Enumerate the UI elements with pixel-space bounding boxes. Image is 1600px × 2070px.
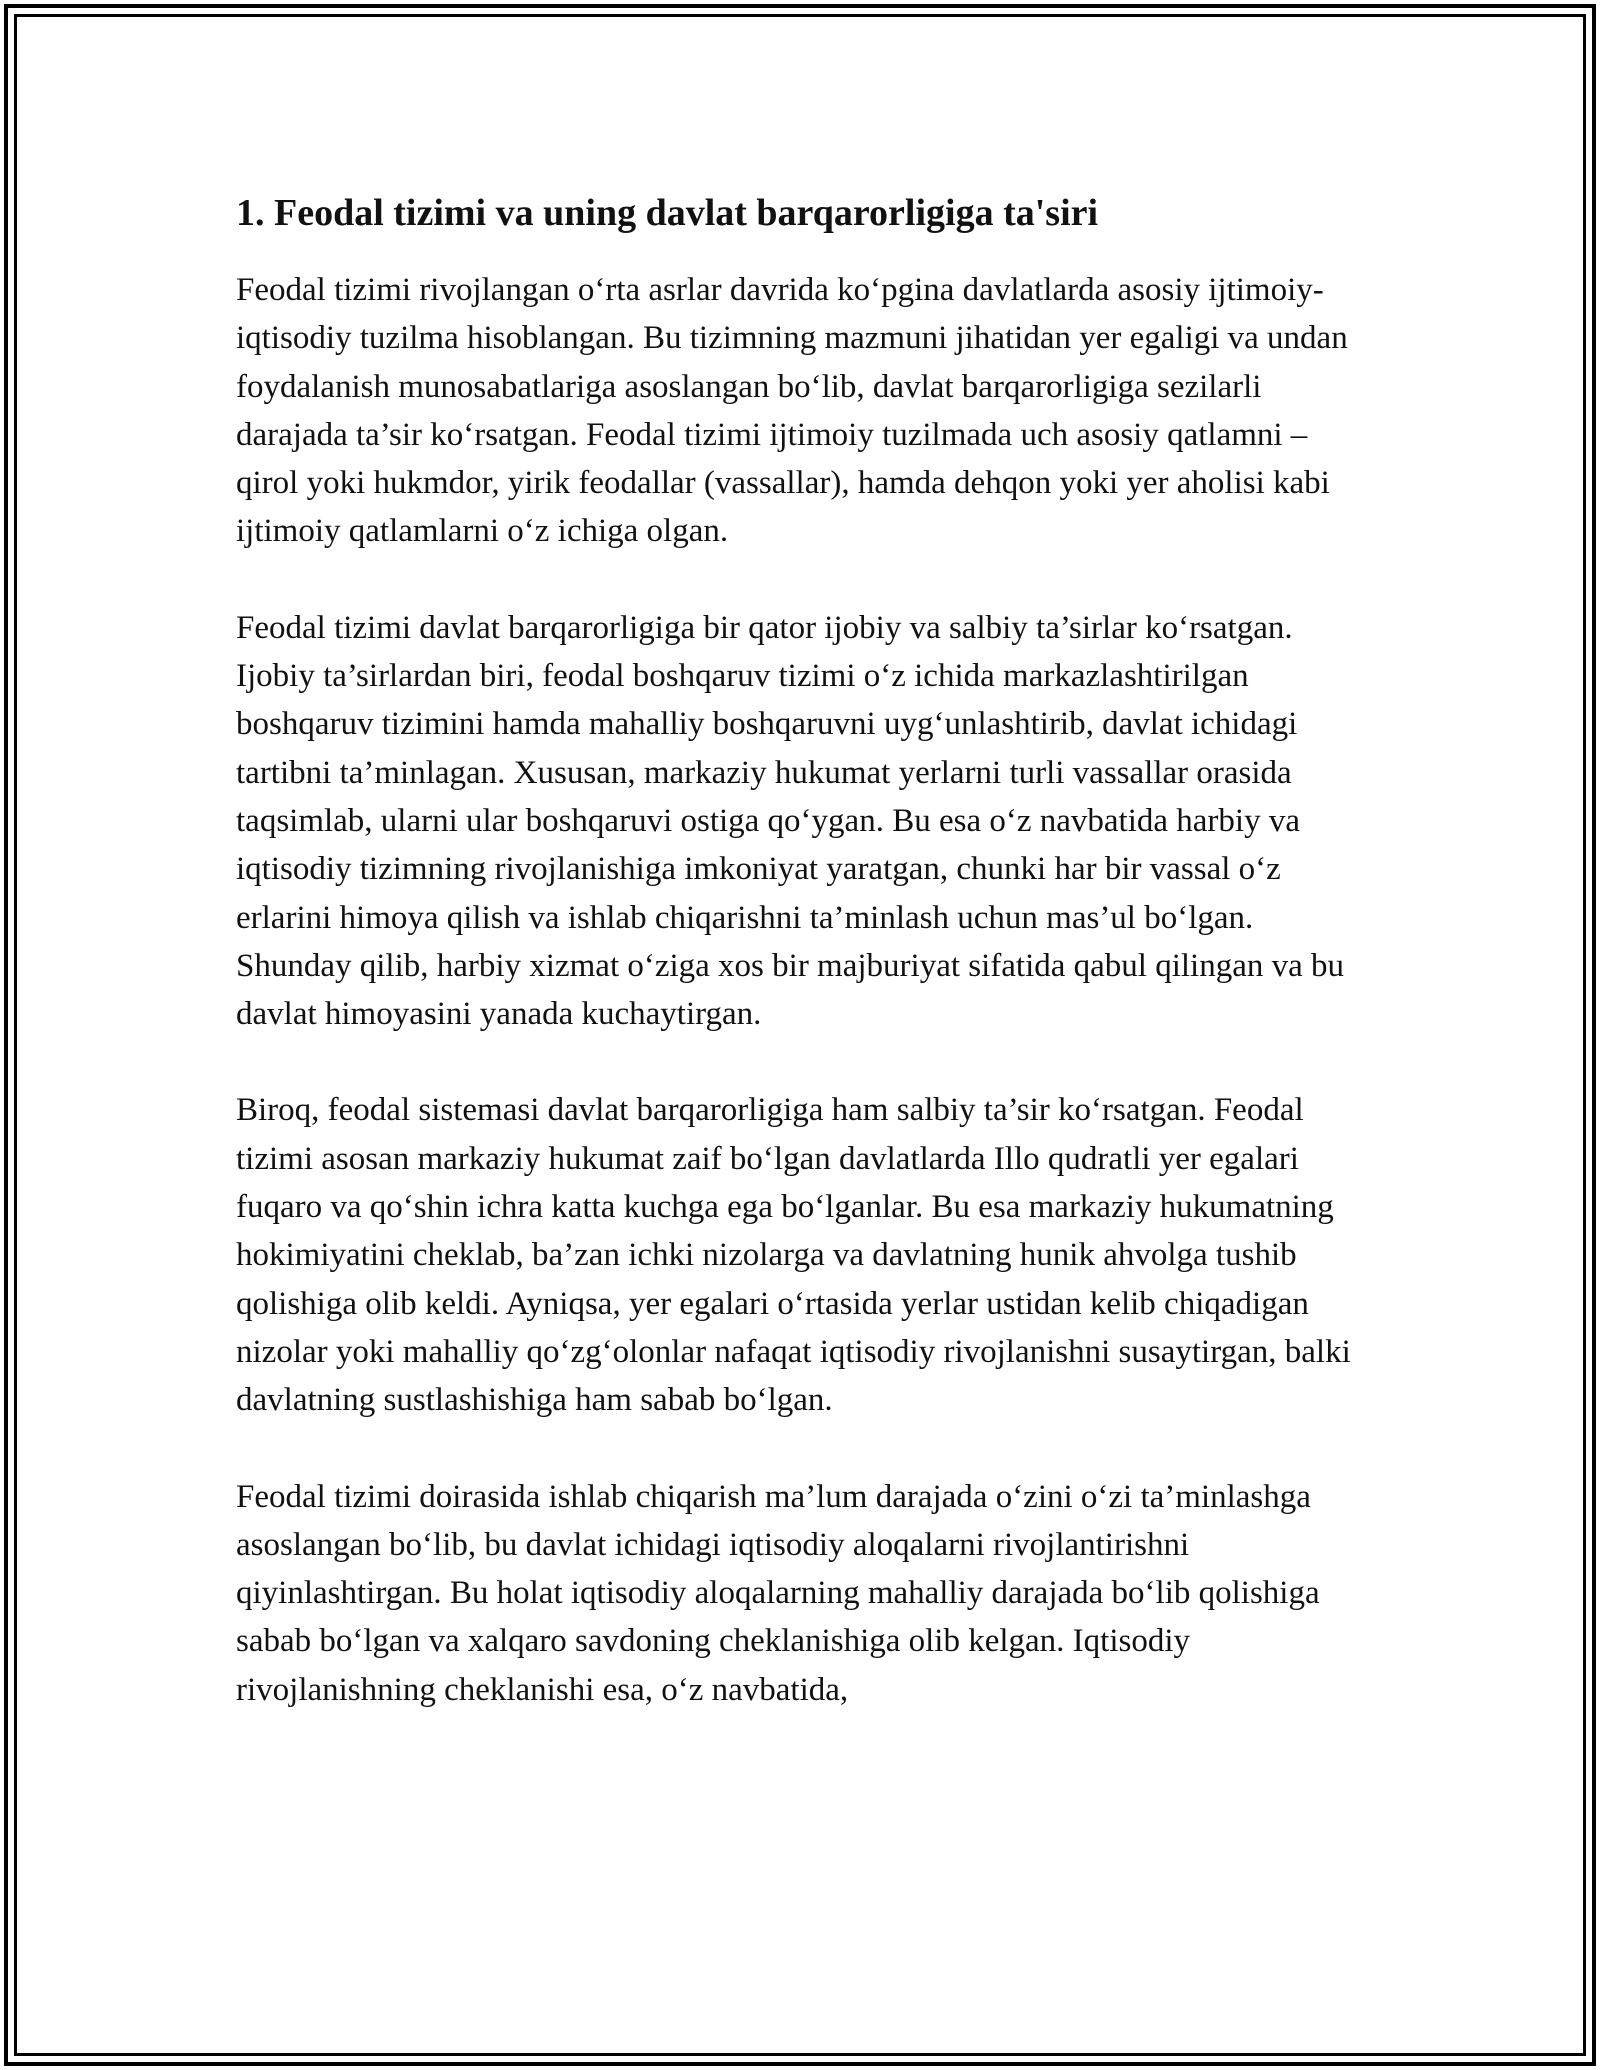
paragraph-2: Feodal tizimi davlat barqarorligiga bir qator ijobiy va salbiy ta’sirlar ko‘rsatgan. Ijobiy ta’sirlardan biri, feodal boshqaruv tizimi o‘z ichida markazlashtirilgan boshqaruv tizimini hamda mahalliy boshqaruvni uyg‘unlashtirib, davlat ichidagi tartibni ta’minlagan. Xususan, markaziy hukumat yerlarni turli vassallar orasida taqsimlab, ularni ular boshqaruvi ostiga qo‘ygan. Bu esa o‘z navbatida harbiy va iqtisodiy tizimning rivojlanishiga imkoniyat yaratgan, chunki har bir vassal o‘z erlarini himoya qilish va ishlab chiqarishni ta’minlash uchun mas’ul bo‘lgan. Shunday qilib, harbiy xizmat o‘ziga xos bir majburiyat sifatida qabul qilingan va bu davlat himoyasini yanada kuchaytirgan. (236, 609, 1345, 1033)
paragraph-1: Feodal tizimi rivojlangan o‘rta asrlar davrida ko‘pgina davlatlarda asosiy ijtimoiy-iqtisodiy tuzilma hisoblangan. Bu tizimning mazmuni jihatidan yer egaligi va undan foydalanish munosabatlariga asoslangan bo‘lib, davlat barqarorligiga sezilarli darajada ta’sir ko‘rsatgan. Feodal tizimi ijtimoiy tuzilmada uch asosiy qatlamni – qirol yoki hukmdor, yirik feodallar (vassallar), hamda dehqon yoki yer aholisi kabi ijtimoiy qatlamlarni o‘z ichiga olgan. (236, 272, 1348, 550)
document-body (236, 186, 1376, 1762)
paragraph-3: Biroq, feodal sistemasi davlat barqarorligiga ham salbiy ta’sir ko‘rsatgan. Feodal tizimi asosan markaziy hukumat zaif bo‘lgan davlatlarda Illo qudratli yer egalari fuqaro va qo‘shin ichra katta kuchga ega bo‘lganlar. Bu esa markaziy hukumatning hokimiyatini cheklab, ba’zan ichki nizolarga va davlatning hunik ahvolga tushib qolishiga olib keldi. Ayniqsa, yer egalari o‘rtasida yerlar ustidan kelib chiqadigan nizolar yoki mahalliy qo‘zg‘olonlar nafaqat iqtisodiy rivojlanishni susaytirgan, balki davlatning sustlashishiga ham sabab bo‘lgan. (236, 1092, 1351, 1419)
section-heading: 1. Feodal tizimi va uning davlat barqarorligiga ta'siri (236, 192, 1099, 234)
paragraph-4: Feodal tizimi doirasida ishlab chiqarish ma’lum darajada o‘zini o‘zi ta’minlashga asoslangan bo‘lib, bu davlat ichidagi iqtisodiy aloqalarni rivojlantirishni qiyinlashtirgan. Bu holat iqtisodiy aloqalarning mahalliy darajada bo‘lib qolishiga sabab bo‘lgan va xalqaro savdoning cheklanishiga olib kelgan. Iqtisodiy rivojlanishning cheklanishi esa, o‘z navbatida, (236, 1478, 1320, 1708)
